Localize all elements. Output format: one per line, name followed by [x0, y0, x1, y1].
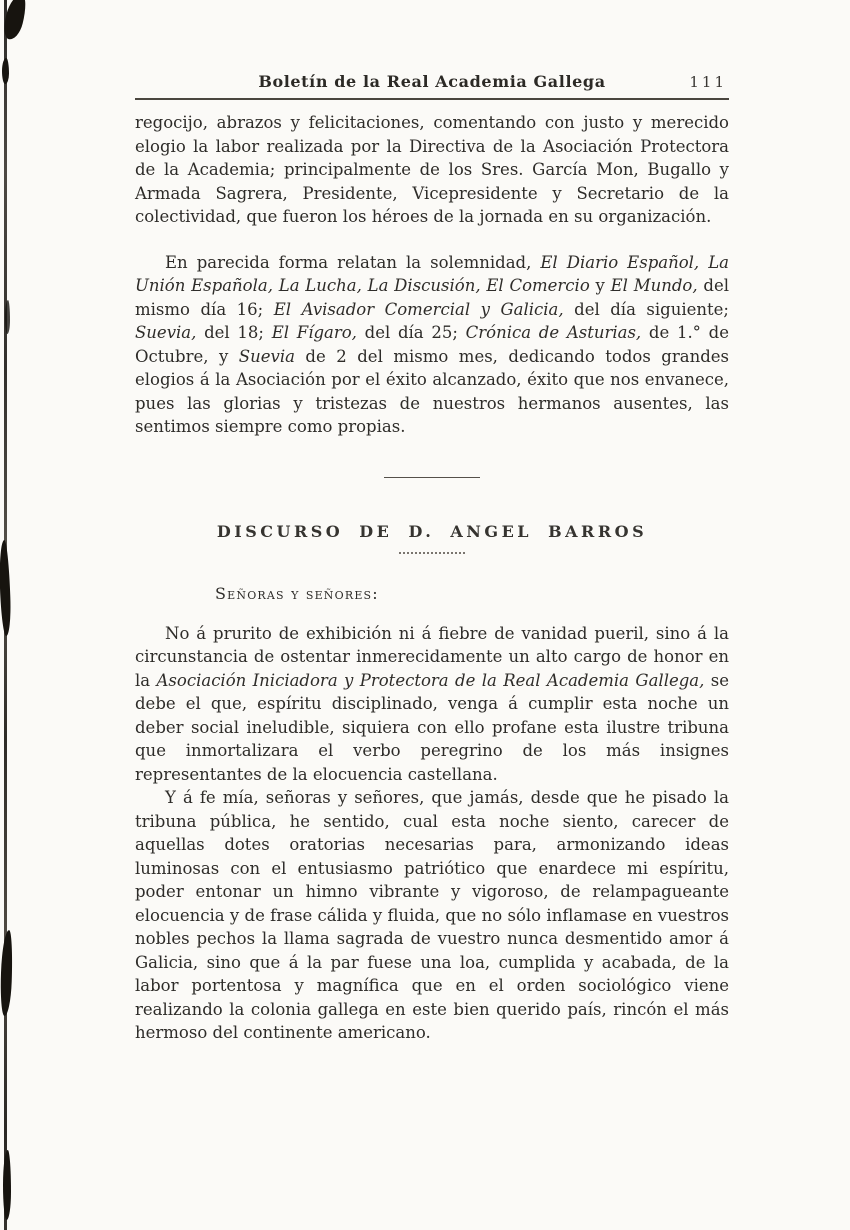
paragraph-press-reports [135, 251, 729, 439]
page-header [135, 72, 729, 100]
body-text: En parecida forma relatan la solemnidad, [165, 252, 541, 272]
italic-title-text: El Fígaro, [271, 323, 357, 342]
ink-smudge [1, 0, 30, 41]
body-text: del 18; [196, 323, 272, 342]
body-text: del día 25; [356, 323, 466, 342]
section-divider-rule [384, 477, 480, 478]
running-title: Boletín de la Real Academia Gallega [258, 72, 606, 91]
paragraph-speech-opening [135, 622, 729, 787]
italic-title-text: Asociación Iniciadora y Protectora de la Real Academia Gallega, [156, 670, 705, 690]
binding-edge-line [4, 0, 7, 1230]
paragraph-continuation: regocijo, abrazos y felicitaciones, comentando con justo y merecido elogio la labor realizada por la Directiva de la Asociación Protectora de la Academia; principalmente de los Sres. García Mon, Bugallo y Armada Sagrera, Presidente, Vicepresidente y Secretario de la colectividad, que fueron los héroes de la jornada en su organización. [135, 113, 729, 226]
body-text: del mismo día 16; [135, 276, 729, 319]
italic-title-text: Suevia, [135, 323, 197, 342]
body-text: No á prurito de exhibición ni á fiebre de vanidad pueril, sino á la circunstancia de ostentar inmerecidamente un alto cargo de honor en la [135, 623, 729, 690]
paragraph-speech-body: Y á fe mía, señoras y señores, que jamás, desde que he pisado la tribuna pública, he sentido, cual esta noche siento, carecer de aquellas dotes oratorias necesarias para, armonizando ideas luminosas con el entusiasmo patriótico que enardece mi espíritu, poder entonar un himno vibrante y vigoroso, de relampagueante elocuencia y de frase cálida y fluida, que no sólo inflamase en vuestros nobles pechos la llama sagrada de vuestro nunca desmentido amor á Galicia, sino que á la par fuese una loa, cumplida y acabada, de la labor portentosa y magnífica que en el orden sociológico viene realizando la colonia gallega en este bien querido país, rincón el más hermoso del continente americano. [135, 788, 729, 1042]
ink-smudge [2, 58, 9, 84]
ink-smudge [0, 930, 13, 1016]
book-binding-shadow [0, 0, 22, 1230]
heading-ornament-rule [399, 552, 465, 554]
body-text: de 2 del mismo mes, dedicando todos grandes elogios á la Asociación por el éxito alcanzado, éxito que nos envanece, pues las glorias y tristezas de nuestros hermanos ausentes, las sentimos siempre como propias. [135, 346, 729, 436]
ink-smudge [3, 1150, 11, 1220]
speech-title: DISCURSO DE D. ANGEL BARROS [216, 521, 648, 541]
body-text: y [589, 276, 611, 295]
ink-smudge [0, 540, 12, 636]
italic-title-text: El Mundo, [610, 276, 698, 295]
page-number: 111 [689, 73, 727, 91]
ink-smudge [5, 300, 10, 334]
body-text: de 1.° de Octubre, y [135, 323, 729, 366]
body-text: se debe el que, espíritu disciplinado, venga á cumplir esta noche un deber social ineludible, siquiera con ello profane esta ilustre tribuna que inmortalizara el verbo peregrino de los más insignes representantes de la elocuencia castellana. [135, 670, 729, 784]
italic-title-text: El Avisador Comercial y Galicia, [273, 299, 564, 319]
italic-title-text: Crónica de Asturias, [465, 323, 642, 342]
body-text: del día siguiente; [563, 299, 729, 319]
italic-title-text: Suevia [238, 346, 295, 366]
page-content [135, 72, 729, 1045]
italic-title-text: El Diario Español, La Unión Española, La Lucha, La Discusión, El Comercio [135, 252, 729, 295]
salutation: Señoras y señores: [215, 583, 379, 603]
